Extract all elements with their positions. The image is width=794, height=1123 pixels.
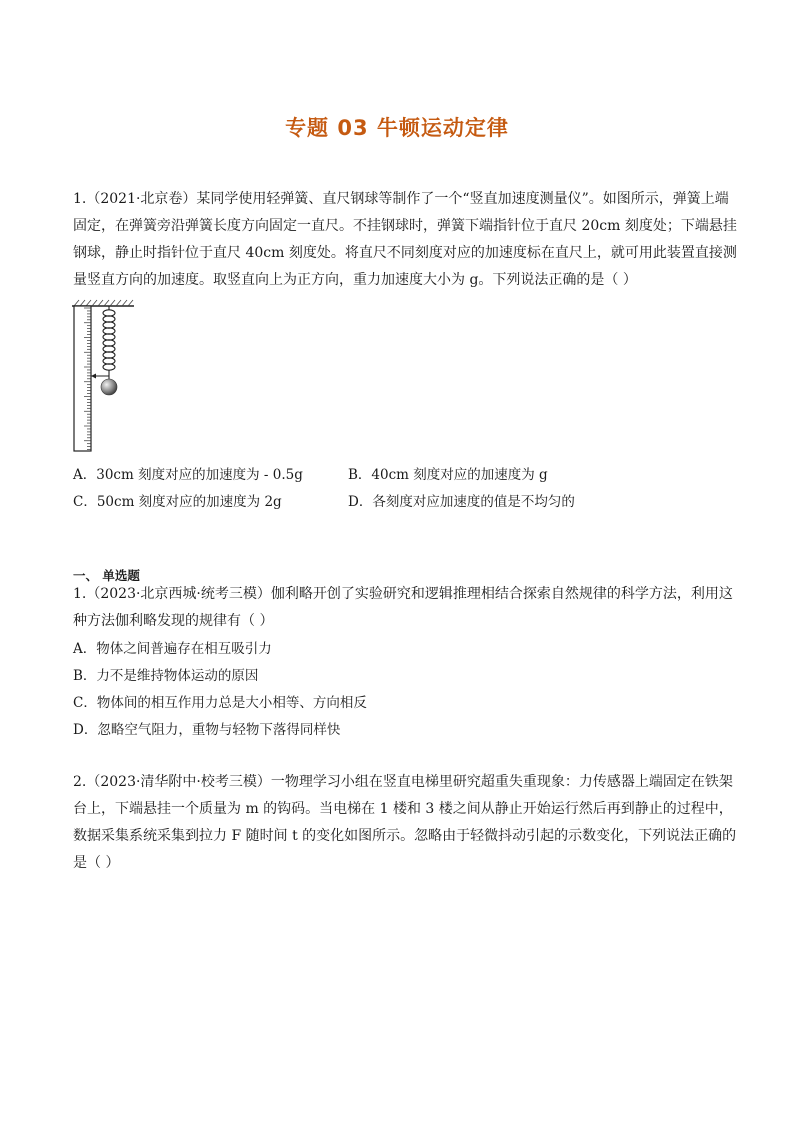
q2-option-d[interactable]: D．忽略空气阻力，重物与轻物下落得同样快 xyxy=(73,722,341,738)
q1-option-d[interactable]: D．各刻度对应加速度的值是不均匀的 xyxy=(348,494,575,510)
q2-option-c[interactable]: C．物体间的相互作用力总是大小相等、方向相反 xyxy=(73,695,367,711)
question-1-line: 量竖直方向的加速度。取竖直向上为正方向，重力加速度大小为 g。下列说法正确的是（ ） xyxy=(73,272,637,288)
spring-ruler-figure xyxy=(68,296,138,454)
question-2-line: 1.（2023·北京西城·统考三模）伽利略开创了实验研究和逻辑推理相结合探索自然规律的科学方法，利用这 xyxy=(73,586,733,602)
question-3-line: 台上，下端悬挂一个质量为 m 的钩码。当电梯在 1 楼和 3 楼之间从静止开始运行然后再到静止的过程中， xyxy=(73,801,733,817)
question-3-line: 数据采集系统采集到拉力 F 随时间 t 的变化如图所示。忽略由于轻微抖动引起的示数变化，下列说法正确的 xyxy=(73,828,737,844)
q2-option-a[interactable]: A．物体之间普遍存在相互吸引力 xyxy=(73,641,272,657)
question-1-line: 固定，在弹簧旁沿弹簧长度方向固定一直尺。不挂钢球时，弹簧下端指针位于直尺 20cm 刻度处；下端悬挂 xyxy=(73,218,737,234)
question-3-line: 是（ ） xyxy=(73,855,120,871)
q1-option-c[interactable]: C．50cm 刻度对应的加速度为 2g xyxy=(73,494,282,510)
question-1-line: 钢球，静止时指针位于直尺 40cm 刻度处。将直尺不同刻度对应的加速度标在直尺上，就可用此装置直接测 xyxy=(73,245,737,261)
q1-option-b[interactable]: B．40cm 刻度对应的加速度为 g xyxy=(348,467,548,483)
q2-option-b[interactable]: B．力不是维持物体运动的原因 xyxy=(73,668,259,684)
question-3-line: 2.（2023·清华附中·校考三模）一物理学习小组在竖直电梯里研究超重失重现象：力传感器上端固定在铁架 xyxy=(73,774,733,790)
question-2-stem xyxy=(73,581,733,635)
question-3-stem xyxy=(73,769,737,877)
q1-option-a[interactable]: A．30cm 刻度对应的加速度为 - 0.5g xyxy=(73,467,303,483)
question-2-line: 种方法伽利略发现的规律有（ ） xyxy=(73,613,274,629)
page-title: 专题 03 牛顿运动定律 xyxy=(285,116,509,140)
section-heading: 一、 单选题 xyxy=(73,568,140,583)
question-1-stem xyxy=(73,186,737,294)
question-1-line: 1.（2021·北京卷）某同学使用轻弹簧、直尺钢球等制作了一个“竖直加速度测量仪”。如图所示，弹簧上端 xyxy=(73,191,729,207)
